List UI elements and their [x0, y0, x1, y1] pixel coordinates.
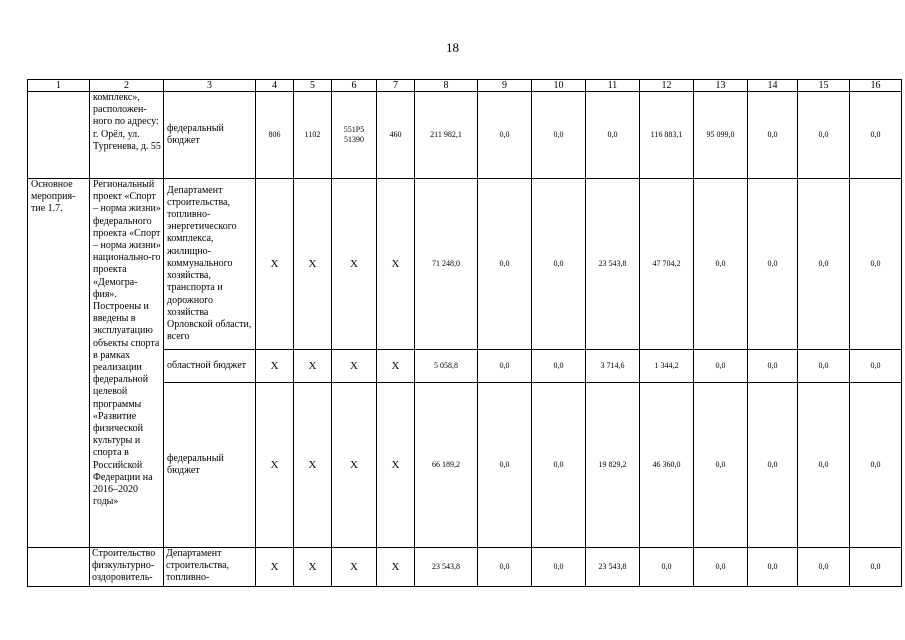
cell-col13-value: 0,0 [715, 561, 726, 571]
column-number: 3 [164, 80, 256, 92]
cell-col12: 1 344,2 [640, 350, 694, 383]
cell-col6: 551P5 51390 [332, 92, 377, 179]
table-row [28, 179, 902, 350]
cell-col16: 0,0 [850, 92, 902, 179]
cell-col4: 806 [256, 92, 294, 179]
cell-col11-value: 23 543,8 [598, 561, 627, 571]
cell-col4-value: Х [270, 560, 279, 573]
event-name-text: Строительство физкультурно-оздоровитель- [92, 548, 156, 584]
funding-source-cell: Департамент строительства, топливно-энергетического комплекса, жилищно-коммунального хозяйства, транспорта и дорожного хозяйства Орловской области, всего [164, 179, 256, 350]
cell-col12: 47 704,2 [640, 179, 694, 350]
event-number-text [30, 548, 87, 586]
cell-col5 [294, 548, 332, 587]
cell-col15-value: 0,0 [818, 561, 829, 571]
cell-col16: 0,0 [850, 350, 902, 383]
cell-col10: 0,0 [532, 92, 586, 179]
cell-col11: 19 829,2 [586, 383, 640, 548]
event-number-cell [28, 92, 90, 179]
funding-source-cell: федеральный бюджет [164, 92, 256, 179]
cell-col5: Х [294, 350, 332, 383]
funding-source-cell: федеральный бюджет [164, 383, 256, 548]
cell-col6: Х [332, 350, 377, 383]
cell-col8 [415, 548, 478, 587]
cell-col10 [532, 548, 586, 587]
column-number: 5 [294, 80, 332, 92]
cell-col16-value: 0,0 [870, 561, 881, 571]
cell-col15: 0,0 [798, 350, 850, 383]
column-number: 4 [256, 80, 294, 92]
event-number-cell [28, 548, 90, 587]
cell-col5: Х [294, 383, 332, 548]
budget-table [27, 79, 902, 587]
cell-col7: Х [377, 350, 415, 383]
cell-col7 [377, 548, 415, 587]
event-name-cell: Региональный проект «Спорт – норма жизни» федерального проекта «Спорт – норма жизни» национально-го проекта «Демогра-фия». Построены и введены в эксплуатацию объекты спорта в рамках реализации федеральной целевой программы «Развитие физической культуры и спорта в Российской Федерации на 2016–2020 годы» [90, 179, 164, 548]
cell-col7: Х [377, 383, 415, 548]
cell-col10: 0,0 [532, 179, 586, 350]
cell-col9-value: 0,0 [499, 561, 510, 571]
cell-col13: 0,0 [694, 179, 748, 350]
cell-col11 [586, 548, 640, 587]
column-number: 6 [332, 80, 377, 92]
cell-col12 [640, 548, 694, 587]
cell-col8: 71 248,0 [415, 179, 478, 350]
cell-col8: 211 982,1 [415, 92, 478, 179]
column-number: 14 [748, 80, 798, 92]
column-number: 9 [478, 80, 532, 92]
cell-col14: 0,0 [748, 92, 798, 179]
cell-col9: 0,0 [478, 92, 532, 179]
cell-col11: 23 543,8 [586, 179, 640, 350]
table-row [28, 548, 902, 587]
column-number: 15 [798, 80, 850, 92]
event-name-cell [90, 548, 164, 587]
cell-col5: 1102 [294, 92, 332, 179]
column-number: 13 [694, 80, 748, 92]
cell-col14: 0,0 [748, 350, 798, 383]
cell-col16 [850, 548, 902, 587]
cell-col7: 460 [377, 92, 415, 179]
cell-col11: 3 714,6 [586, 350, 640, 383]
cell-col16: 0,0 [850, 179, 902, 350]
cell-col10-value: 0,0 [553, 561, 564, 571]
cell-col4: Х [256, 383, 294, 548]
cell-col12: 116 883,1 [640, 92, 694, 179]
cell-col7: Х [377, 179, 415, 350]
cell-col6: Х [332, 383, 377, 548]
table-row [28, 92, 902, 179]
column-number: 1 [28, 80, 90, 92]
cell-col10: 0,0 [532, 383, 586, 548]
cell-col4 [256, 548, 294, 587]
cell-col15: 0,0 [798, 92, 850, 179]
cell-col14-value: 0,0 [767, 561, 778, 571]
page-number: 18 [446, 40, 459, 55]
event-name-cell: комплекс», расположен-ного по адресу: г. Орёл, ул. Тургенева, д. 55 [90, 92, 164, 179]
cell-col9: 0,0 [478, 383, 532, 548]
cell-col12: 46 360,0 [640, 383, 694, 548]
cell-col6 [332, 548, 377, 587]
cell-col9: 0,0 [478, 350, 532, 383]
cell-col13 [694, 548, 748, 587]
cell-col13: 95 099,0 [694, 92, 748, 179]
cell-col9 [478, 548, 532, 587]
cell-col14: 0,0 [748, 179, 798, 350]
column-number: 11 [586, 80, 640, 92]
cell-col7-value: Х [391, 560, 400, 573]
cell-col12-value: 0,0 [661, 561, 672, 571]
cell-col6: Х [332, 179, 377, 350]
cell-col13: 0,0 [694, 350, 748, 383]
cell-col16: 0,0 [850, 383, 902, 548]
cell-col15 [798, 548, 850, 587]
column-number: 7 [377, 80, 415, 92]
cell-col14: 0,0 [748, 383, 798, 548]
cell-col4: Х [256, 179, 294, 350]
funding-source-text: Департамент строительства, топливно- [166, 548, 229, 584]
column-number: 2 [90, 80, 164, 92]
cell-col14 [748, 548, 798, 587]
funding-source-cell [164, 548, 256, 587]
cell-col10: 0,0 [532, 350, 586, 383]
cell-col8-value: 23 543,8 [432, 561, 460, 571]
cell-col8: 66 189,2 [415, 383, 478, 548]
cell-col9: 0,0 [478, 179, 532, 350]
cell-col6-value: Х [350, 560, 358, 573]
column-number: 8 [415, 80, 478, 92]
cell-col5: Х [294, 179, 332, 350]
column-number: 16 [850, 80, 902, 92]
cell-col4: Х [256, 350, 294, 383]
funding-source-cell: областной бюджет [164, 350, 256, 383]
cell-col5-value: Х [308, 560, 317, 573]
column-number: 10 [532, 80, 586, 92]
event-number-cell: Основное мероприя-тие 1.7. [28, 179, 90, 548]
cell-col8: 5 058,8 [415, 350, 478, 383]
cell-col15: 0,0 [798, 383, 850, 548]
cell-col11: 0,0 [586, 92, 640, 179]
column-number: 12 [640, 80, 694, 92]
cell-col13: 0,0 [694, 383, 748, 548]
column-number-row [28, 80, 902, 92]
cell-col15: 0,0 [798, 179, 850, 350]
